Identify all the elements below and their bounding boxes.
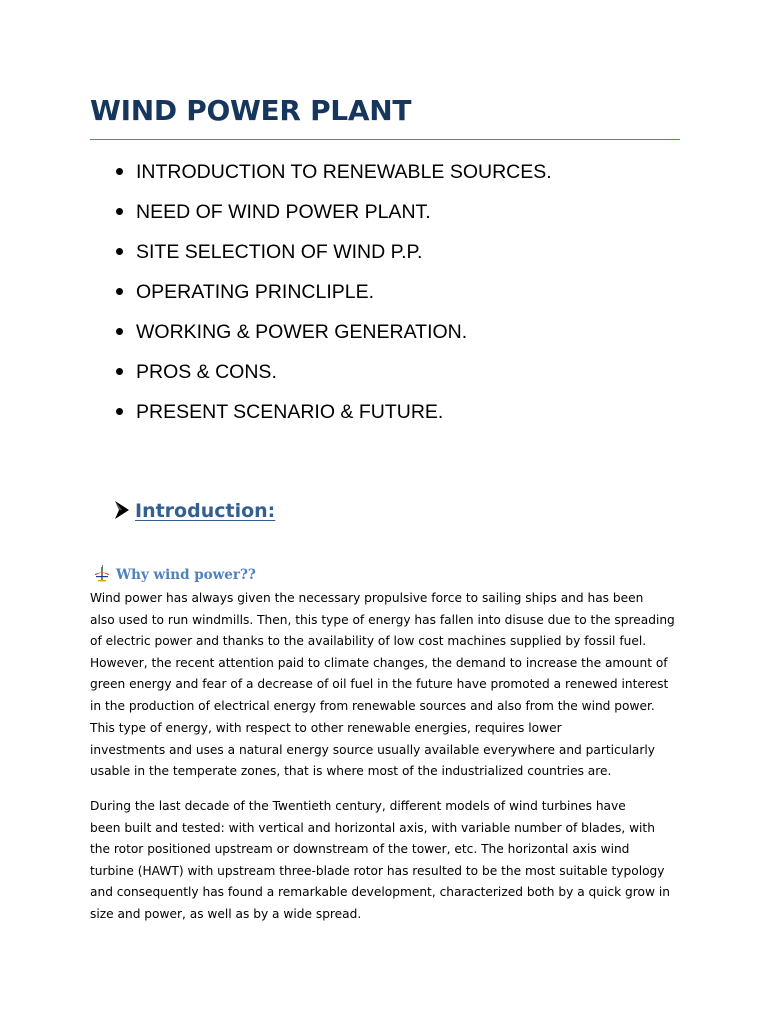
sub-heading-text: Why wind power?? — [116, 567, 256, 584]
list-item — [113, 318, 552, 358]
sub-heading — [93, 566, 256, 584]
body-paragraph: This type of energy, with respect to other renewable energies, requires lower investments and uses a natural energy source usually available everywhere and particularly usable in the temperate zones, that is where most of the industrialized countries are. — [90, 721, 655, 779]
body-paragraph: Wind power has always given the necessary propulsive force to sailing ships and has been also used to run windmills. Then, this type of energy has fallen into disuse due to the spreading of electric power and thanks to the availability of low cost machines supplied by fossil fuel. However, the recent attention paid to climate changes, the demand to increase the amount of green energy and fear of a decrease of oil fuel in the future have promoted a renewed interest in the production of electrical energy from renewable sources and also from the wind power. — [90, 591, 675, 713]
list-item-text: NEED OF WIND POWER PLANT. — [136, 201, 431, 223]
bullet-icon — [116, 248, 123, 255]
list-item — [113, 238, 552, 278]
bullet-icon — [116, 328, 123, 335]
arrow-right-icon — [113, 499, 131, 521]
topic-list — [113, 158, 552, 438]
list-item-text: PROS & CONS. — [136, 361, 277, 383]
bullet-icon — [116, 288, 123, 295]
list-item — [113, 358, 552, 398]
wind-turbine-icon — [93, 564, 111, 582]
body-paragraph: During the last decade of the Twentieth century, different models of wind turbines have been built and tested: with vertical and horizontal axis, with variable number of blades, with the rotor positioned upstream or downstream of the tower, etc. The horizontal axis wind turbine (HAWT) with upstream three-blade rotor has resulted to be the most suitable typology and consequently has found a remarkable development, characterized both by a quick grow in size and power, as well as by a wide spread. — [90, 799, 670, 921]
list-item-text: SITE SELECTION OF WIND P.P. — [136, 241, 423, 263]
list-item — [113, 158, 552, 198]
list-item-text: PRESENT SCENARIO & FUTURE. — [136, 401, 444, 423]
list-item-text: WORKING & POWER GENERATION. — [136, 321, 468, 343]
list-item-text: INTRODUCTION TO RENEWABLE SOURCES. — [136, 161, 552, 183]
list-item-text: OPERATING PRINCLIPLE. — [136, 281, 375, 303]
bullet-icon — [116, 208, 123, 215]
list-item — [113, 398, 552, 438]
list-item — [113, 278, 552, 318]
bullet-icon — [116, 408, 123, 415]
list-item — [113, 198, 552, 238]
bullet-icon — [116, 368, 123, 375]
section-heading-text: Introduction: — [135, 500, 276, 522]
section-heading — [113, 500, 275, 524]
page-title: WIND POWER PLANT — [90, 94, 412, 127]
title-divider — [90, 139, 680, 140]
bullet-icon — [116, 168, 123, 175]
